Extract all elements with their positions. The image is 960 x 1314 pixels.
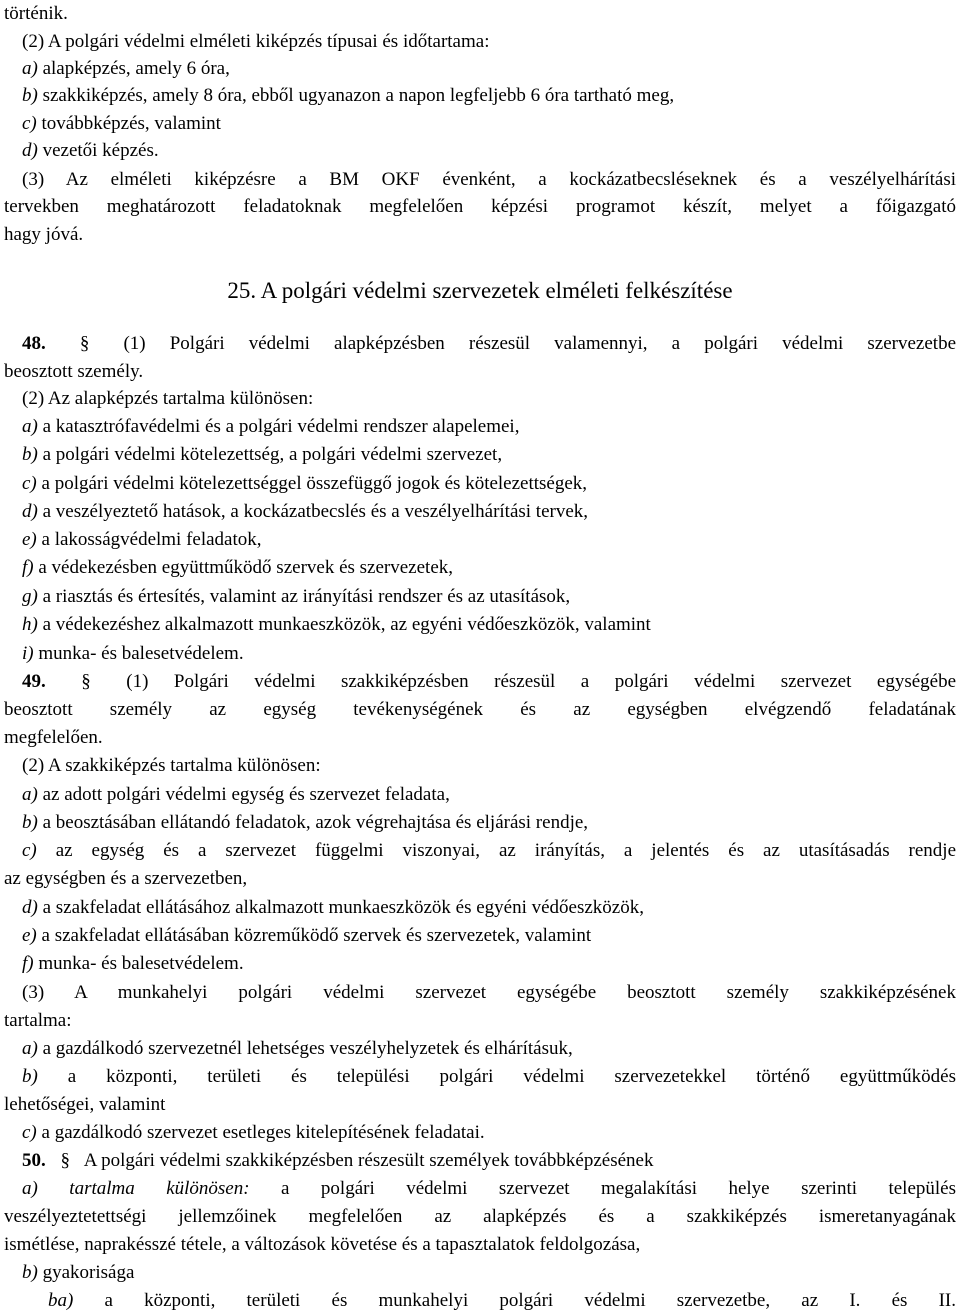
- line-text: a szakfeladat ellátásában közreműködő szervek és szervezetek, valamint: [36, 925, 592, 946]
- text-line: [4, 193, 956, 220]
- paragraph-number: 49.: [22, 671, 46, 692]
- line-text: (3) A munkahelyi polgári védelmi szervezet egységébe beosztott személy szakkiképzésének: [22, 982, 956, 1003]
- list-label: d): [22, 140, 38, 161]
- section-sign: §: [79, 333, 90, 354]
- line-text: a katasztrófavédelmi és a polgári védelmi rendszer alapelemei,: [37, 416, 520, 437]
- text-line: [22, 752, 956, 779]
- list-item: [22, 110, 956, 137]
- line-text: a gazdálkodó szervezet esetleges kitelepítésének feladatai.: [36, 1122, 485, 1143]
- list-label: g): [22, 586, 38, 607]
- line-text: szakkiképzés, amely 8 óra, ebből ugyanazon a napon legfeljebb 6 óra tartható meg,: [37, 85, 675, 106]
- line-text: az egység és a szervezet függelmi viszonyai, az irányítás, a jelentés és az utasításadás rendje: [36, 840, 956, 861]
- line-text: az adott polgári védelmi egység és szervezet feladata,: [37, 784, 450, 805]
- paragraph-49-line: [22, 668, 956, 695]
- list-label: c): [22, 473, 37, 494]
- line-text: a beosztásában ellátandó feladatok, azok végrehajtása és eljárási rendje,: [37, 812, 589, 833]
- line-text: munka- és balesetvédelem.: [33, 953, 244, 974]
- list-item: [22, 441, 956, 468]
- section-heading: [0, 275, 960, 307]
- list-label: f): [22, 557, 34, 578]
- list-label: b): [22, 812, 38, 833]
- paragraph-number: 48.: [22, 333, 46, 354]
- text-line: [4, 1203, 956, 1230]
- list-item: [22, 583, 956, 610]
- list-label: b): [22, 444, 38, 465]
- list-item: [22, 809, 956, 836]
- list-item: [22, 1259, 956, 1286]
- text-line: [4, 1007, 956, 1034]
- list-label: d): [22, 501, 38, 522]
- line-text: (2) A szakkiképzés tartalma különösen:: [22, 755, 321, 776]
- line-text: (3) Az elméleti kiképzésre a BM OKF évenként, a kockázatbecsléseknek és a veszélyelhárítási: [22, 169, 956, 190]
- paragraph-number: 50.: [22, 1150, 46, 1171]
- line-text: (2) Az alapképzés tartalma különösen:: [22, 388, 314, 409]
- line-text: A polgári védelmi szakkiképzésben részesült személyek továbbképzésének: [83, 1150, 654, 1171]
- line-text: (2) A polgári védelmi elméleti kiképzés típusai és időtartama:: [22, 31, 490, 52]
- line-text: vezetői képzés.: [37, 140, 159, 161]
- list-label: d): [22, 897, 38, 918]
- line-text: veszélyeztetettségi jellemzőinek megfelelően az alapképzés és a szakkiképzés ismeretanyagának: [4, 1206, 956, 1227]
- text-line: [4, 724, 956, 751]
- list-item: [22, 1175, 956, 1202]
- list-label: e): [22, 925, 37, 946]
- list-label: b): [22, 85, 38, 106]
- list-item: [22, 640, 956, 667]
- text-line: [4, 1231, 956, 1258]
- list-label: ba): [48, 1290, 74, 1311]
- list-label: b): [22, 1066, 38, 1087]
- list-item: [22, 837, 956, 864]
- line-text: hagy jóvá.: [4, 224, 84, 245]
- paragraph-50-line: [22, 1147, 956, 1174]
- list-item: [22, 137, 956, 164]
- line-text: a veszélyeztető hatások, a kockázatbecslés és a veszélyelhárítási tervek,: [37, 501, 589, 522]
- list-label: a): [22, 1038, 38, 1059]
- line-text: beosztott személy az egység tevékenységének és az egységben elvégzendő feladatának: [4, 699, 956, 720]
- text-line: [22, 166, 956, 193]
- line-text: (1) Polgári védelmi szakkiképzésben részesül a polgári védelmi szervezet egységébe: [126, 671, 956, 692]
- text-line: [4, 865, 956, 892]
- list-label: f): [22, 953, 34, 974]
- line-text: továbbképzés, valamint: [36, 113, 221, 134]
- section-sign: §: [60, 1150, 70, 1171]
- line-text: lehetőségei, valamint: [4, 1094, 166, 1115]
- heading-text: 25. A polgári védelmi szervezetek elméleti felkészítése: [227, 278, 733, 303]
- list-label: a): [22, 416, 38, 437]
- list-item: [22, 1035, 956, 1062]
- list-label: c): [22, 113, 37, 134]
- text-line: [4, 358, 956, 385]
- list-item: [22, 526, 956, 553]
- line-text: a központi, területi és települési polgári védelmi szervezetekkel történő együttműködés: [37, 1066, 956, 1087]
- list-label: a) tartalma különösen:: [22, 1178, 250, 1199]
- text-line: [4, 1091, 956, 1118]
- line-text: (1) Polgári védelmi alapképzésben részesül valamennyi, a polgári védelmi szervezetbe: [123, 333, 956, 354]
- list-item: [48, 1287, 956, 1314]
- line-text: a központi, területi és munkahelyi polgári védelmi szervezetbe, az I. és II.: [73, 1290, 956, 1311]
- list-label: a): [22, 58, 38, 79]
- list-label: i): [22, 643, 34, 664]
- line-text: munka- és balesetvédelem.: [33, 643, 244, 664]
- list-item: [22, 554, 956, 581]
- line-text: beosztott személy.: [4, 361, 144, 382]
- list-item: [22, 611, 956, 638]
- text-line: [22, 979, 956, 1006]
- text-line: [4, 696, 956, 723]
- list-item: [22, 55, 956, 82]
- line-text: a riasztás és értesítés, valamint az irányítási rendszer és az utasítások,: [37, 586, 571, 607]
- line-text: a szakfeladat ellátásához alkalmazott munkaeszközök és egyéni védőeszközök,: [37, 897, 644, 918]
- line-text: tartalma:: [4, 1010, 72, 1031]
- line-text: a gazdálkodó szervezetnél lehetséges veszélyhelyzetek és elhárításuk,: [37, 1038, 573, 1059]
- line-text: a lakosságvédelmi feladatok,: [36, 529, 262, 550]
- list-item: [22, 82, 956, 109]
- list-item: [22, 498, 956, 525]
- list-label: h): [22, 614, 38, 635]
- list-label: e): [22, 529, 37, 550]
- line-text: gyakorisága: [37, 1262, 135, 1283]
- line-text: az egységben és a szervezetben,: [4, 868, 248, 889]
- list-label: c): [22, 840, 37, 861]
- text-line: [4, 0, 956, 27]
- line-text: megfelelően.: [4, 727, 103, 748]
- paragraph-2-heading: [22, 28, 956, 55]
- line-text: a polgári védelmi kötelezettséggel összefüggő jogok és kötelezettségek,: [36, 473, 588, 494]
- list-label: c): [22, 1122, 37, 1143]
- paragraph-48-line: [22, 330, 956, 357]
- text-line: [4, 221, 956, 248]
- list-item: [22, 781, 956, 808]
- list-item: [22, 470, 956, 497]
- line-text: a védekezéshez alkalmazott munkaeszközök, az egyéni védőeszközök, valamint: [37, 614, 651, 635]
- list-item: [22, 1119, 956, 1146]
- list-label: b): [22, 1262, 38, 1283]
- line-text: ismétlése, naprakésszé tétele, a változások követése és a tapasztalatok feldolgozása,: [4, 1234, 641, 1255]
- line-text: a polgári védelmi szervezet megalakítási helye szerinti település: [249, 1178, 956, 1199]
- line-text: tervekben meghatározott feladatoknak megfelelően képzési programot készít, melyet a főigazgató: [4, 196, 956, 217]
- list-item: [22, 413, 956, 440]
- line-text: történik.: [4, 3, 68, 24]
- list-item: [22, 922, 956, 949]
- text-line: [22, 385, 956, 412]
- list-item: [22, 894, 956, 921]
- list-item: [22, 1063, 956, 1090]
- line-text: a védekezésben együttműködő szervek és szervezetek,: [33, 557, 454, 578]
- section-sign: §: [81, 671, 91, 692]
- list-label: a): [22, 784, 38, 805]
- line-text: alapképzés, amely 6 óra,: [37, 58, 230, 79]
- line-text: a polgári védelmi kötelezettség, a polgári védelmi szervezet,: [37, 444, 503, 465]
- list-item: [22, 950, 956, 977]
